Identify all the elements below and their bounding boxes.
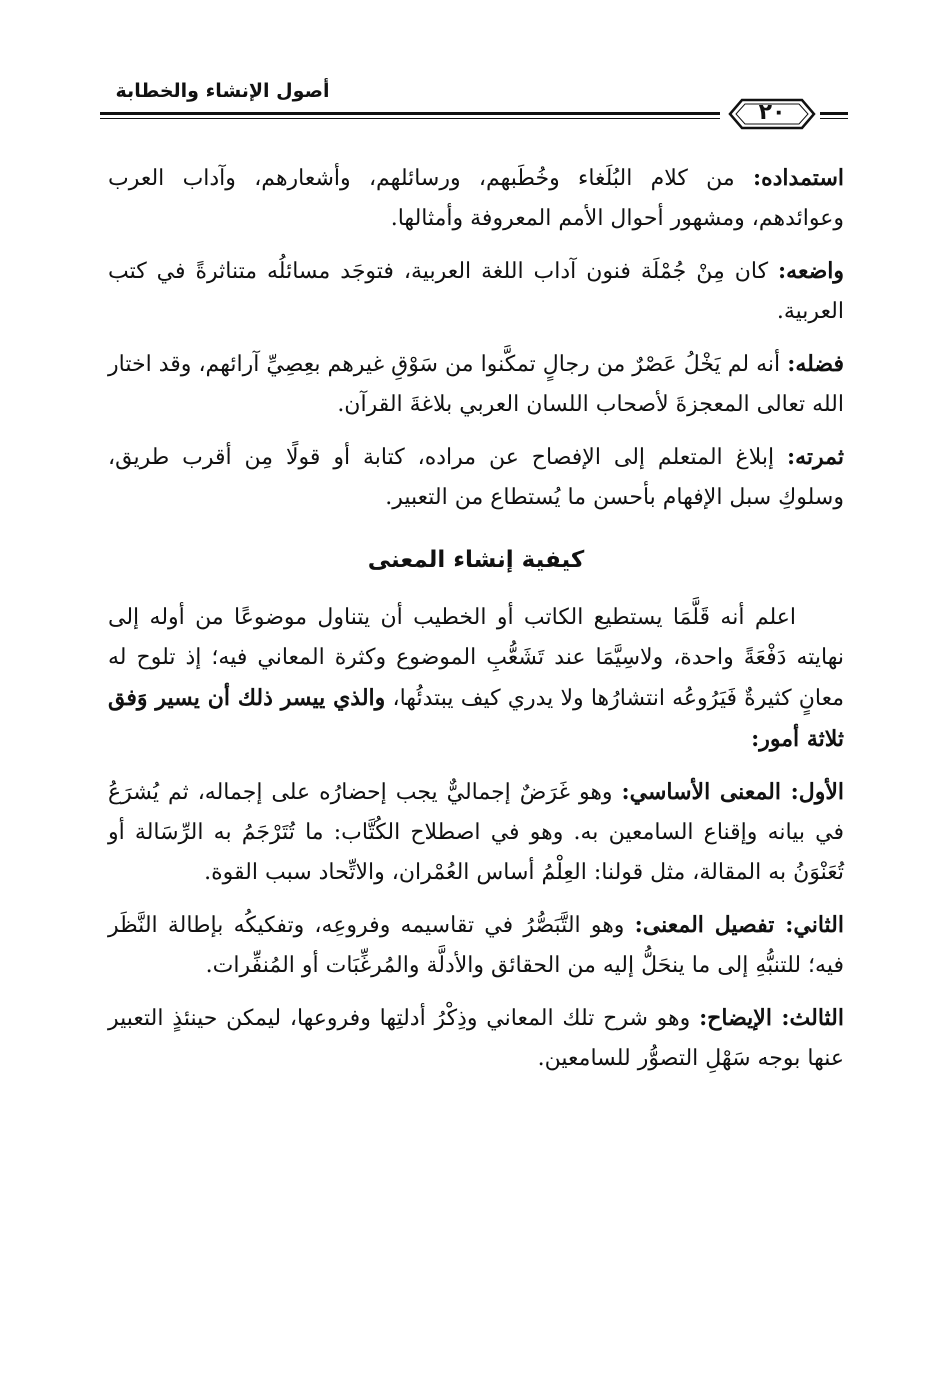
page-number-ornament — [728, 96, 816, 132]
point-term: الثاني: تفصيل المعنى: — [634, 912, 844, 938]
definition-text: كان مِنْ جُمْلَة فنون آداب اللغة العربية، فتوجَد مسائلُه متناثرةً في كتب العربية. — [108, 259, 844, 324]
definition-paragraph — [108, 344, 844, 425]
point-paragraph — [108, 772, 844, 893]
section-intro-text: اعلم أنه قَلَّمَا يستطيع الكاتب أو الخطيب أن يتناول موضوعًا من أوله إلى نهايته دَفْعَةً واحدة، ولاسِيَّمَا عند تَشَعُّبِ الموضوع وكثرة المعاني فيه؛ إذ تلوح له معانٍ كثيرةٌ فَيَرُوعُه انتشارُها ولا يدري كيف يبتدئُها، — [108, 605, 845, 711]
point-text: وهو التَّبَصُّرُ في تقاسيمه وفروعِه، وتفكيكُه بإطالة النَّظَر فيه؛ للتنبُّهِ إلى ما ينحَلُّ إليه من الحقائق والأدلَّة والمُرغِّبَات أو المُنفِّرات. — [108, 913, 844, 978]
point-text: وهو غَرَضٌ إجماليٌّ يجب إحضارُه على إجماله، ثم يُشرَعُ في بيانه وإقناع السامعين به. وهو في اصطلاح الكُتَّاب: ما تُتَرْجَمُ به الرِّسَالة أو تُعَنْوَنُ به المقالة، مثل قولنا: العِلْمُ أساس العُمْران، والاتِّحاد سبب القوة. — [108, 780, 844, 885]
point-term: الثالث: الإيضاح: — [699, 1005, 844, 1031]
definition-paragraph — [108, 437, 844, 518]
header-rule-right-thin — [820, 118, 848, 119]
header-rule-thick — [100, 112, 720, 115]
definition-paragraph — [108, 251, 844, 332]
point-term: الأول: المعنى الأساسي: — [621, 779, 844, 805]
definition-paragraph — [108, 158, 844, 239]
section-intro-bold: والذي ييسر ذلك أن يسير وَفق ثلاثة أمور: — [108, 685, 844, 752]
section-intro — [108, 598, 844, 760]
definition-term: واضعه: — [778, 258, 844, 284]
header-rule-right-thick — [820, 112, 848, 115]
point-paragraph — [108, 905, 844, 986]
point-text: وهو شرح تلك المعاني وذِكْرُ أدلتِها وفروعها، ليمكن حينئذٍ التعبير عنها بوجه سَهْلِ التصوُّر للسامعين. — [108, 1006, 844, 1071]
point-paragraph — [108, 998, 844, 1079]
definition-text: من كلام البُلَغاء وخُطَبهم، ورسائلهم، وأشعارهم، وآداب العرب وعوائدهم، ومشهور أحوال الأمم المعروفة وأمثالها. — [108, 166, 844, 231]
definition-term: استمداده: — [752, 165, 844, 191]
definition-text: أنه لم يَخْلُ عَصْرٌ من رجالٍ تمكَّنوا من سَوْقِ غيرهم بعِصِيِّ آرائهم، وقد اختار الله تعالى المعجزةَ لأصحاب اللسان العربي بلاغةَ القرآن. — [108, 352, 844, 417]
definition-text: إبلاغ المتعلم إلى الإفصاح عن مراده، كتابة أو قولًا مِن أقرب طريق، وسلوكِ سبل الإفهام بأحسن ما يُستطاع من التعبير. — [108, 445, 844, 510]
book-title: أصول الإنشاء والخطابة — [115, 80, 330, 102]
definition-term: ثمرته: — [786, 444, 844, 470]
section-heading: كيفية إنشاء المعنى — [367, 547, 585, 573]
page-header — [100, 78, 848, 138]
header-rule-thin — [100, 118, 720, 119]
page-number: ٢٠ — [758, 100, 786, 125]
body-text — [108, 158, 844, 1091]
definition-term: فضله: — [787, 351, 844, 377]
